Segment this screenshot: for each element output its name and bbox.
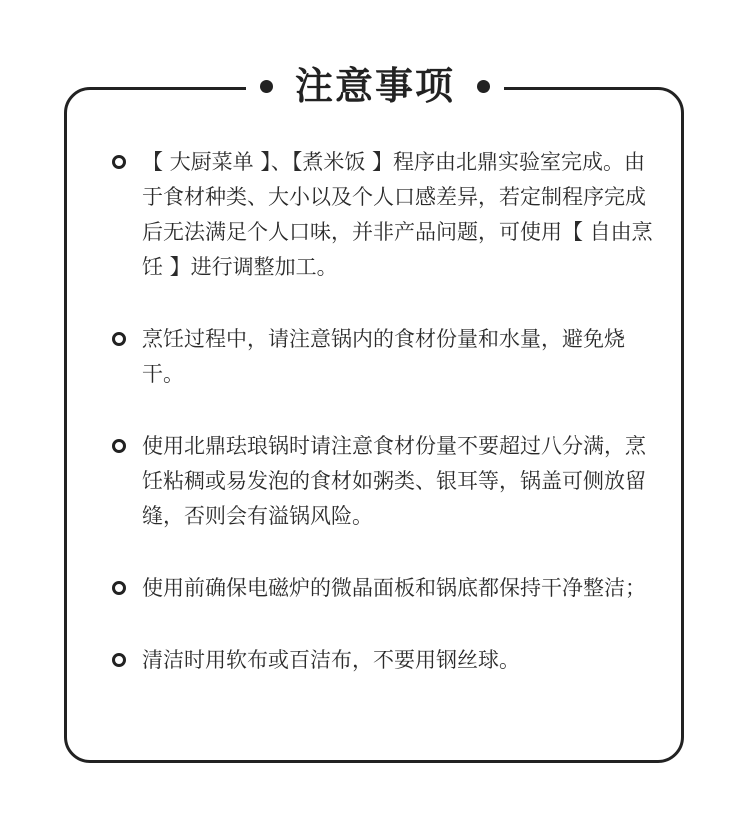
notes-list (110, 145, 658, 715)
note-text: 【 大厨菜单 】、【煮米饭 】程序由北鼎实验室完成。由于食材种类、大小以及个人口感差异，若定制程序完成后无法满足个人口味，并非产品问题，可使用【 自由烹饪 】进行调整加工。 (142, 150, 653, 279)
left-dot-icon (260, 80, 273, 93)
list-item (110, 145, 658, 285)
bullet-circle-icon (112, 155, 126, 169)
bullet-circle-icon (112, 581, 126, 595)
note-text: 清洁时用软布或百洁布，不要用钢丝球。 (142, 648, 520, 672)
note-text: 烹饪过程中，请注意锅内的食材份量和水量，避免烧干。 (142, 327, 625, 386)
list-item (110, 322, 658, 392)
bullet-circle-icon (112, 653, 126, 667)
page-title: 注意事项 (294, 64, 455, 108)
right-dot-icon (477, 80, 490, 93)
note-text: 使用前确保电磁炉的微晶面板和锅底都保持干净整洁； (142, 576, 646, 600)
list-item (110, 571, 658, 606)
note-text: 使用北鼎珐琅锅时请注意食材份量不要超过八分满，烹饪粘稠或易发泡的食材如粥类、银耳等，锅盖可侧放留缝，否则会有溢锅风险。 (142, 434, 646, 528)
bullet-circle-icon (112, 439, 126, 453)
bullet-circle-icon (112, 332, 126, 346)
list-item (110, 643, 658, 678)
title-bar (0, 58, 750, 114)
list-item (110, 429, 658, 534)
title-group (246, 58, 504, 114)
